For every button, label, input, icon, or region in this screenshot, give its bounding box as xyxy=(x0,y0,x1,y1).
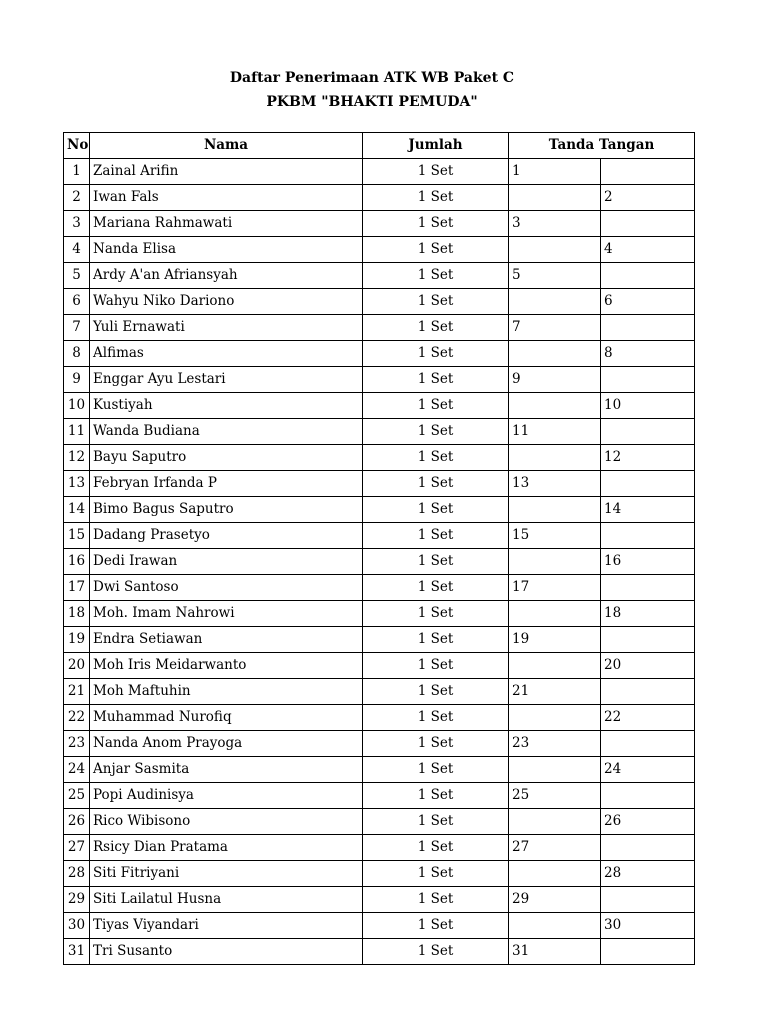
row-number-cell: 30 xyxy=(64,913,90,939)
signature-cell-right: 8 xyxy=(601,341,695,367)
row-number-cell: 31 xyxy=(64,939,90,965)
quantity-cell: 1 Set xyxy=(363,731,509,757)
row-number-cell: 2 xyxy=(64,185,90,211)
row-number-cell: 18 xyxy=(64,601,90,627)
signature-cell-right xyxy=(601,367,695,393)
quantity-cell: 1 Set xyxy=(363,211,509,237)
signature-cell-right xyxy=(601,211,695,237)
row-number-cell: 16 xyxy=(64,549,90,575)
signature-cell-left xyxy=(509,861,601,887)
table-row xyxy=(64,497,695,523)
quantity-cell: 1 Set xyxy=(363,471,509,497)
signature-cell-left: 11 xyxy=(509,419,601,445)
name-cell: Wanda Budiana xyxy=(90,419,363,445)
quantity-cell: 1 Set xyxy=(363,913,509,939)
name-cell: Muhammad Nurofiq xyxy=(90,705,363,731)
name-cell: Febryan Irfanda P xyxy=(90,471,363,497)
quantity-cell: 1 Set xyxy=(363,419,509,445)
table-row xyxy=(64,679,695,705)
signature-cell-right xyxy=(601,159,695,185)
signature-cell-right xyxy=(601,315,695,341)
row-number-cell: 3 xyxy=(64,211,90,237)
quantity-cell: 1 Set xyxy=(363,237,509,263)
table-row xyxy=(64,783,695,809)
table-row xyxy=(64,419,695,445)
signature-cell-left xyxy=(509,445,601,471)
name-cell: Enggar Ayu Lestari xyxy=(90,367,363,393)
signature-cell-right xyxy=(601,783,695,809)
table-row xyxy=(64,523,695,549)
signature-cell-left xyxy=(509,913,601,939)
table-row xyxy=(64,627,695,653)
signature-cell-right: 10 xyxy=(601,393,695,419)
signature-cell-left xyxy=(509,757,601,783)
row-number-cell: 26 xyxy=(64,809,90,835)
table-row xyxy=(64,601,695,627)
signature-cell-right xyxy=(601,523,695,549)
table-row xyxy=(64,367,695,393)
signature-cell-right xyxy=(601,887,695,913)
table-row xyxy=(64,549,695,575)
quantity-cell: 1 Set xyxy=(363,523,509,549)
table-row xyxy=(64,939,695,965)
name-cell: Bimo Bagus Saputro xyxy=(90,497,363,523)
row-number-cell: 21 xyxy=(64,679,90,705)
table-header-row xyxy=(64,133,695,159)
table-row xyxy=(64,575,695,601)
row-number-cell: 23 xyxy=(64,731,90,757)
quantity-cell: 1 Set xyxy=(363,289,509,315)
row-number-cell: 24 xyxy=(64,757,90,783)
header-no: No xyxy=(64,133,90,159)
signature-cell-right: 14 xyxy=(601,497,695,523)
signature-cell-right xyxy=(601,835,695,861)
signature-cell-left xyxy=(509,549,601,575)
document-title: Daftar Penerimaan ATK WB Paket C xyxy=(229,70,515,86)
table-row xyxy=(64,185,695,211)
name-cell: Popi Audinisya xyxy=(90,783,363,809)
table-body xyxy=(64,159,695,965)
signature-cell-left xyxy=(509,237,601,263)
row-number-cell: 6 xyxy=(64,289,90,315)
name-cell: Anjar Sasmita xyxy=(90,757,363,783)
name-cell: Wahyu Niko Dariono xyxy=(90,289,363,315)
quantity-cell: 1 Set xyxy=(363,757,509,783)
name-cell: Zainal Arifin xyxy=(90,159,363,185)
table-row xyxy=(64,159,695,185)
name-cell: Alfimas xyxy=(90,341,363,367)
row-number-cell: 5 xyxy=(64,263,90,289)
signature-cell-left: 5 xyxy=(509,263,601,289)
row-number-cell: 11 xyxy=(64,419,90,445)
header-jumlah: Jumlah xyxy=(363,133,509,159)
row-number-cell: 17 xyxy=(64,575,90,601)
name-cell: Tri Susanto xyxy=(90,939,363,965)
signature-cell-right xyxy=(601,679,695,705)
name-cell: Siti Lailatul Husna xyxy=(90,887,363,913)
quantity-cell: 1 Set xyxy=(363,159,509,185)
signature-cell-left xyxy=(509,341,601,367)
quantity-cell: 1 Set xyxy=(363,367,509,393)
signature-cell-left xyxy=(509,289,601,315)
quantity-cell: 1 Set xyxy=(363,575,509,601)
signature-cell-left: 3 xyxy=(509,211,601,237)
row-number-cell: 9 xyxy=(64,367,90,393)
name-cell: Moh Maftuhin xyxy=(90,679,363,705)
header-nama: Nama xyxy=(90,133,363,159)
table-row xyxy=(64,861,695,887)
table-row xyxy=(64,809,695,835)
row-number-cell: 15 xyxy=(64,523,90,549)
quantity-cell: 1 Set xyxy=(363,705,509,731)
row-number-cell: 10 xyxy=(64,393,90,419)
signature-cell-left xyxy=(509,653,601,679)
table-row xyxy=(64,341,695,367)
table-row xyxy=(64,757,695,783)
row-number-cell: 22 xyxy=(64,705,90,731)
signature-cell-left xyxy=(509,809,601,835)
table-row xyxy=(64,289,695,315)
signature-cell-left: 15 xyxy=(509,523,601,549)
row-number-cell: 14 xyxy=(64,497,90,523)
row-number-cell: 19 xyxy=(64,627,90,653)
table-row xyxy=(64,445,695,471)
signature-cell-right xyxy=(601,419,695,445)
table-row xyxy=(64,731,695,757)
signature-cell-left xyxy=(509,185,601,211)
quantity-cell: 1 Set xyxy=(363,185,509,211)
signature-cell-left: 19 xyxy=(509,627,601,653)
signature-cell-right: 18 xyxy=(601,601,695,627)
row-number-cell: 8 xyxy=(64,341,90,367)
table-row xyxy=(64,211,695,237)
signature-cell-right: 16 xyxy=(601,549,695,575)
signature-cell-left xyxy=(509,497,601,523)
signature-cell-left xyxy=(509,705,601,731)
row-number-cell: 1 xyxy=(64,159,90,185)
row-number-cell: 4 xyxy=(64,237,90,263)
name-cell: Siti Fitriyani xyxy=(90,861,363,887)
signature-cell-left xyxy=(509,601,601,627)
table-row xyxy=(64,263,695,289)
name-cell: Dwi Santoso xyxy=(90,575,363,601)
row-number-cell: 12 xyxy=(64,445,90,471)
name-cell: Rico Wibisono xyxy=(90,809,363,835)
signature-cell-right: 2 xyxy=(601,185,695,211)
name-cell: Yuli Ernawati xyxy=(90,315,363,341)
signature-cell-left: 7 xyxy=(509,315,601,341)
name-cell: Mariana Rahmawati xyxy=(90,211,363,237)
signature-cell-right: 24 xyxy=(601,757,695,783)
signature-cell-right: 4 xyxy=(601,237,695,263)
quantity-cell: 1 Set xyxy=(363,939,509,965)
quantity-cell: 1 Set xyxy=(363,341,509,367)
signature-cell-right xyxy=(601,575,695,601)
table-row xyxy=(64,835,695,861)
name-cell: Ardy A'an Afriansyah xyxy=(90,263,363,289)
table-row xyxy=(64,471,695,497)
signature-cell-right: 22 xyxy=(601,705,695,731)
quantity-cell: 1 Set xyxy=(363,549,509,575)
quantity-cell: 1 Set xyxy=(363,263,509,289)
signature-cell-right xyxy=(601,471,695,497)
row-number-cell: 7 xyxy=(64,315,90,341)
name-cell: Endra Setiawan xyxy=(90,627,363,653)
table-row xyxy=(64,653,695,679)
name-cell: Moh. Imam Nahrowi xyxy=(90,601,363,627)
signature-cell-left: 9 xyxy=(509,367,601,393)
signature-cell-right: 28 xyxy=(601,861,695,887)
signature-cell-left: 21 xyxy=(509,679,601,705)
signature-cell-right xyxy=(601,263,695,289)
signature-cell-right: 30 xyxy=(601,913,695,939)
name-cell: Tiyas Viyandari xyxy=(90,913,363,939)
table-row xyxy=(64,705,695,731)
table-row xyxy=(64,237,695,263)
name-cell: Nanda Anom Prayoga xyxy=(90,731,363,757)
name-cell: Rsicy Dian Pratama xyxy=(90,835,363,861)
document-subtitle: PKBM "BHAKTI PEMUDA" xyxy=(266,94,478,110)
quantity-cell: 1 Set xyxy=(363,835,509,861)
row-number-cell: 20 xyxy=(64,653,90,679)
signature-cell-left: 27 xyxy=(509,835,601,861)
row-number-cell: 27 xyxy=(64,835,90,861)
row-number-cell: 13 xyxy=(64,471,90,497)
row-number-cell: 29 xyxy=(64,887,90,913)
name-cell: Iwan Fals xyxy=(90,185,363,211)
quantity-cell: 1 Set xyxy=(363,497,509,523)
name-cell: Nanda Elisa xyxy=(90,237,363,263)
table-row xyxy=(64,913,695,939)
signature-cell-left: 17 xyxy=(509,575,601,601)
recipient-table xyxy=(63,132,695,965)
quantity-cell: 1 Set xyxy=(363,445,509,471)
row-number-cell: 25 xyxy=(64,783,90,809)
table-row xyxy=(64,315,695,341)
signature-cell-left: 23 xyxy=(509,731,601,757)
signature-cell-left xyxy=(509,393,601,419)
header-tanda-tangan: Tanda Tangan xyxy=(509,133,695,159)
signature-cell-right: 26 xyxy=(601,809,695,835)
signature-cell-right: 6 xyxy=(601,289,695,315)
signature-cell-left: 25 xyxy=(509,783,601,809)
name-cell: Bayu Saputro xyxy=(90,445,363,471)
signature-cell-right: 20 xyxy=(601,653,695,679)
quantity-cell: 1 Set xyxy=(363,393,509,419)
signature-cell-left: 29 xyxy=(509,887,601,913)
signature-cell-right xyxy=(601,731,695,757)
quantity-cell: 1 Set xyxy=(363,783,509,809)
table-row xyxy=(64,393,695,419)
table-row xyxy=(64,887,695,913)
quantity-cell: 1 Set xyxy=(363,809,509,835)
name-cell: Kustiyah xyxy=(90,393,363,419)
signature-cell-right xyxy=(601,627,695,653)
signature-cell-left: 1 xyxy=(509,159,601,185)
row-number-cell: 28 xyxy=(64,861,90,887)
signature-cell-left: 31 xyxy=(509,939,601,965)
quantity-cell: 1 Set xyxy=(363,601,509,627)
quantity-cell: 1 Set xyxy=(363,315,509,341)
quantity-cell: 1 Set xyxy=(363,679,509,705)
name-cell: Moh Iris Meidarwanto xyxy=(90,653,363,679)
quantity-cell: 1 Set xyxy=(363,887,509,913)
quantity-cell: 1 Set xyxy=(363,653,509,679)
name-cell: Dedi Irawan xyxy=(90,549,363,575)
quantity-cell: 1 Set xyxy=(363,861,509,887)
signature-cell-right xyxy=(601,939,695,965)
quantity-cell: 1 Set xyxy=(363,627,509,653)
signature-cell-right: 12 xyxy=(601,445,695,471)
signature-cell-left: 13 xyxy=(509,471,601,497)
name-cell: Dadang Prasetyo xyxy=(90,523,363,549)
